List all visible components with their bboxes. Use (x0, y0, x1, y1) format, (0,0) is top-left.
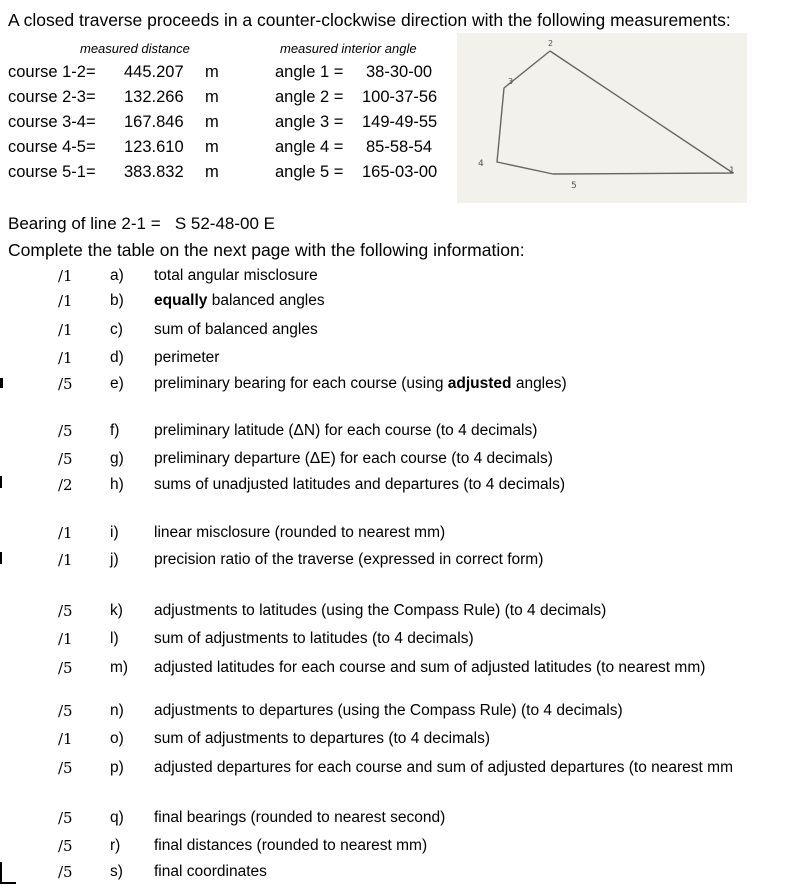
angle-label: angle 1 = (275, 63, 344, 81)
course-value: 123.610 (124, 138, 184, 156)
angle-value: 85-58-54 (366, 138, 433, 156)
item-letter: n) (110, 702, 124, 719)
mark: /5 (58, 863, 73, 881)
item-letter: j) (110, 551, 119, 568)
bearing-value: S 52-48-00 E (174, 214, 275, 233)
mark: /5 (58, 602, 73, 620)
item-text: sums of unadjusted latitudes and departures (to 4 decimals) (154, 476, 565, 493)
item-letter: h) (110, 476, 124, 493)
item-text: preliminary bearing for each course (using adjusted angles) (154, 375, 567, 392)
course-label: course 3-4= (8, 113, 96, 131)
edge-mark (0, 552, 2, 564)
course-value: 383.832 (124, 163, 184, 181)
vertex-label: 3 (508, 77, 514, 86)
bearing-line (8, 214, 275, 234)
item-letter: o) (110, 730, 124, 747)
item-letter: q) (110, 809, 124, 826)
item-text: equally balanced angles (154, 292, 325, 309)
course-unit: m (205, 138, 219, 156)
item-letter: s) (110, 863, 123, 880)
mark: /5 (58, 450, 73, 468)
course-label: course 4-5= (8, 138, 96, 156)
item-letter: g) (110, 450, 124, 467)
mark: /1 (58, 349, 73, 367)
course-unit: m (205, 163, 219, 181)
mark: /1 (58, 267, 73, 285)
edge-mark (0, 476, 2, 488)
item-letter: a) (110, 267, 124, 284)
course-unit: m (205, 88, 219, 106)
mark: /1 (58, 551, 73, 569)
item-letter: p) (110, 759, 124, 776)
instructions: Complete the table on the next page with the following information: (8, 240, 525, 260)
distance-header: measured distance (80, 41, 190, 56)
mark: /5 (58, 375, 73, 393)
mark: /1 (58, 630, 73, 648)
item-text: adjustments to latitudes (using the Compass Rule) (to 4 decimals) (154, 602, 607, 619)
item-text: adjustments to departures (using the Compass Rule) (to 4 decimals) (154, 702, 623, 719)
course-unit: m (205, 113, 219, 131)
mark: /1 (58, 524, 73, 542)
item-letter: b) (110, 292, 124, 309)
angle-label: angle 3 = (275, 113, 344, 131)
item-text: linear misclosure (rounded to nearest mm) (154, 524, 446, 541)
item-letter: f) (110, 422, 120, 439)
item-text: final bearings (rounded to nearest second) (154, 809, 446, 826)
mark: /5 (58, 809, 73, 827)
mark: /2 (58, 476, 73, 494)
bearing-label: Bearing of line 2-1 = (8, 214, 161, 233)
angle-label: angle 2 = (275, 88, 344, 106)
angle-label: angle 5 = (275, 163, 344, 181)
mark: /1 (58, 292, 73, 310)
angle-value: 38-30-00 (366, 63, 433, 81)
item-letter: d) (110, 349, 124, 366)
edge-mark (0, 378, 3, 388)
item-letter: c) (110, 321, 123, 338)
course-label: course 5-1= (8, 163, 96, 181)
mark: /5 (58, 659, 73, 677)
angle-value: 149-49-55 (362, 113, 438, 131)
item-text: final coordinates (154, 863, 267, 880)
item-text: final distances (rounded to nearest mm) (154, 837, 428, 854)
angle-header: measured interior angle (280, 41, 417, 56)
vertex-label: 4 (478, 159, 484, 169)
vertex-label: 2 (548, 39, 554, 48)
item-text: sum of adjustments to latitudes (to 4 decimals) (154, 630, 474, 647)
item-text: perimeter (154, 349, 220, 366)
item-letter: e) (110, 375, 124, 392)
edge-mark (0, 882, 16, 884)
angle-label: angle 4 = (275, 138, 344, 156)
item-letter: r) (110, 837, 121, 854)
mark: /1 (58, 730, 73, 748)
mark: /5 (58, 422, 73, 440)
traverse-polygon (457, 33, 747, 203)
item-text: adjusted departures for each course and sum of adjusted departures (to nearest mm (154, 759, 733, 776)
item-letter: k) (110, 602, 123, 619)
edge-mark (0, 862, 2, 884)
mark: /5 (58, 759, 73, 777)
vertex-label: 5 (571, 181, 577, 191)
item-text: adjusted latitudes for each course and sum of adjusted latitudes (to nearest mm) (154, 659, 706, 676)
angle-value: 165-03-00 (362, 163, 438, 181)
traverse-sketch (457, 33, 747, 203)
course-value: 167.846 (124, 113, 184, 131)
item-text: sum of adjustments to departures (to 4 decimals) (154, 730, 490, 747)
course-label: course 1-2= (8, 63, 96, 81)
item-letter: i) (110, 524, 119, 541)
course-value: 132.266 (124, 88, 184, 106)
item-letter: m) (110, 659, 129, 676)
intro-text: A closed traverse proceeds in a counter-clockwise direction with the following measurements: (8, 10, 731, 30)
item-text: precision ratio of the traverse (expressed in correct form) (154, 551, 544, 568)
item-text: preliminary latitude (ΔN) for each course (to 4 decimals) (154, 422, 538, 439)
mark: /5 (58, 837, 73, 855)
mark: /1 (58, 321, 73, 339)
item-letter: l) (110, 630, 119, 647)
item-text: sum of balanced angles (154, 321, 318, 338)
course-label: course 2-3= (8, 88, 96, 106)
vertex-label: 1 (729, 166, 735, 176)
item-text: total angular misclosure (154, 267, 318, 284)
angle-value: 100-37-56 (362, 88, 438, 106)
course-unit: m (205, 63, 219, 81)
mark: /5 (58, 702, 73, 720)
course-value: 445.207 (124, 63, 184, 81)
item-text: preliminary departure (ΔE) for each course (to 4 decimals) (154, 450, 553, 467)
